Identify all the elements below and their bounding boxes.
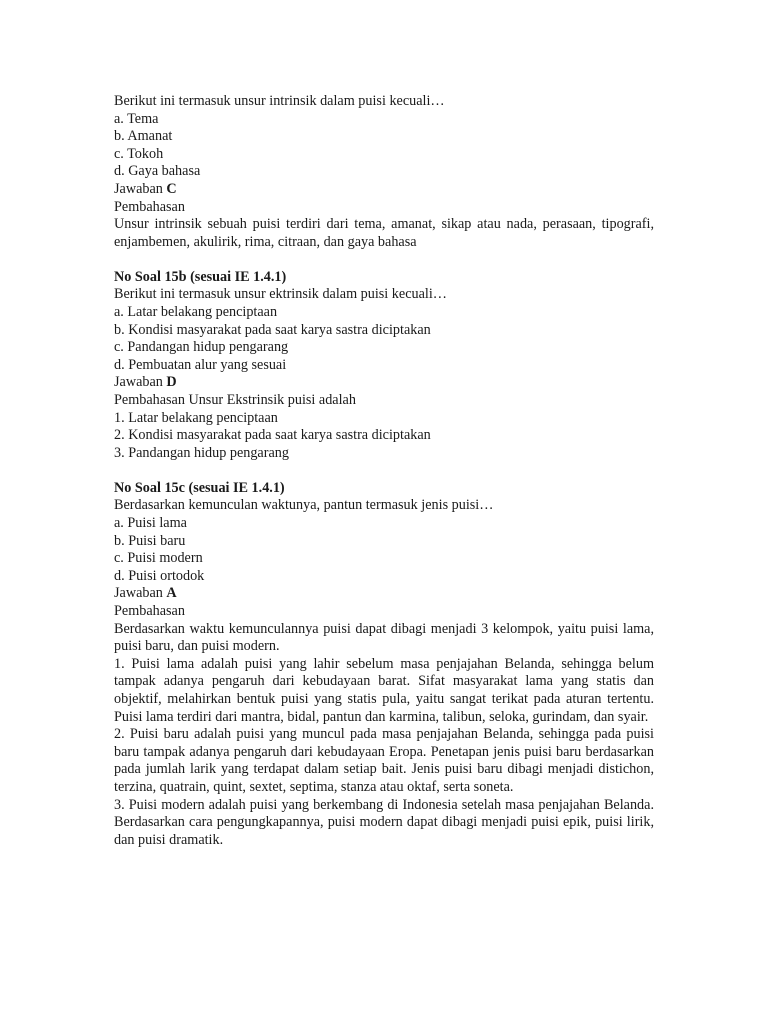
explanation-label: Pembahasan — [114, 198, 185, 215]
spacer — [114, 462, 654, 480]
option-a: a. Latar belakang penciptaan — [114, 304, 278, 321]
option-a: a. Puisi lama — [114, 515, 187, 532]
option-d: d. Gaya bahasa — [114, 163, 201, 180]
question-block-15c — [114, 480, 654, 849]
answer-line — [114, 181, 654, 199]
option-c: c. Puisi modern — [114, 550, 203, 567]
question-heading: No Soal 15b (sesuai IE 1.4.1) — [114, 268, 287, 285]
answer-value: A — [166, 585, 177, 602]
answer-line — [114, 374, 654, 392]
explanation-text: Unsur intrinsik sebuah puisi terdiri dari tema, amanat, sikap atau nada, perasaan, tipografi, enjambemen, akulirik, rima, citraan, dan gaya bahasa — [114, 216, 654, 250]
explanation-point: 2. Puisi baru adalah puisi yang muncul pada masa penjajahan Belanda, sehingga pada puisi baru tampak adanya pengaruh dari kebudayaan Eropa. Penetapan jenis puisi baru berdasarkan pada jumlah larik yang terdapat dalam setiap bait. Jenis puisi baru dibagi menjadi distichon, terzina, quatrain, quint, sextet, septima, stanza atau oktaf, serta soneta. — [114, 726, 654, 795]
answer-label: Jawaban — [114, 180, 163, 197]
explanation-point: 1. Puisi lama adalah puisi yang lahir sebelum masa penjajahan Belanda, sehingga belum tampak adanya pengaruh dari kebudayaan barat. Sifat masyarakat lama yang statis dan objektif, melahirkan bentuk puisi yang statis pula, yaitu sangat terikat pada aturan tertentu. Puisi lama terdiri dari mantra, bidal, pantun dan karmina, talibun, seloka, gurindam, dan syair. — [114, 655, 654, 725]
option-b: b. Puisi baru — [114, 532, 186, 549]
document-page — [114, 93, 654, 849]
question-text: Berikut ini termasuk unsur intrinsik dalam puisi kecuali… — [114, 93, 445, 109]
question-block-15b — [114, 269, 654, 463]
option-c: c. Pandangan hidup pengarang — [114, 339, 289, 356]
answer-value: C — [166, 180, 177, 197]
question-text: Berdasarkan kemunculan waktunya, pantun termasuk jenis puisi… — [114, 497, 494, 514]
spacer — [114, 251, 654, 269]
option-b: b. Kondisi masyarakat pada saat karya sastra diciptakan — [114, 321, 431, 338]
explanation-item: 2. Kondisi masyarakat pada saat karya sastra diciptakan — [114, 427, 431, 444]
question-text: Berikut ini termasuk unsur ektrinsik dalam puisi kecuali… — [114, 286, 447, 303]
answer-label: Jawaban — [114, 374, 163, 391]
option-d: d. Puisi ortodok — [114, 567, 205, 584]
explanation-item: 3. Pandangan hidup pengarang — [114, 444, 289, 461]
explanation-point: 3. Puisi modern adalah puisi yang berkembang di Indonesia setelah masa penjajahan Belanda. Berdasarkan cara pengungkapannya, puisi modern dapat dibagi menjadi puisi epik, puisi lirik, dan puisi dramatik. — [114, 796, 654, 848]
answer-line — [114, 585, 654, 603]
explanation-label: Pembahasan Unsur Ekstrinsik puisi adalah — [114, 392, 356, 408]
option-c: c. Tokoh — [114, 145, 164, 162]
option-b: b. Amanat — [114, 128, 173, 145]
explanation-item: 1. Latar belakang penciptaan — [114, 409, 278, 426]
explanation-intro: Berdasarkan waktu kemunculannya puisi dapat dibagi menjadi 3 kelompok, yaitu puisi lama, puisi baru, dan puisi modern. — [114, 620, 654, 655]
option-d: d. Pembuatan alur yang sesuai — [114, 356, 287, 373]
answer-label: Jawaban — [114, 585, 163, 602]
answer-value: D — [166, 374, 177, 391]
question-block-15a — [114, 93, 654, 251]
explanation-label: Pembahasan — [114, 603, 185, 620]
question-heading: No Soal 15c (sesuai IE 1.4.1) — [114, 479, 285, 496]
option-a: a. Tema — [114, 110, 159, 127]
